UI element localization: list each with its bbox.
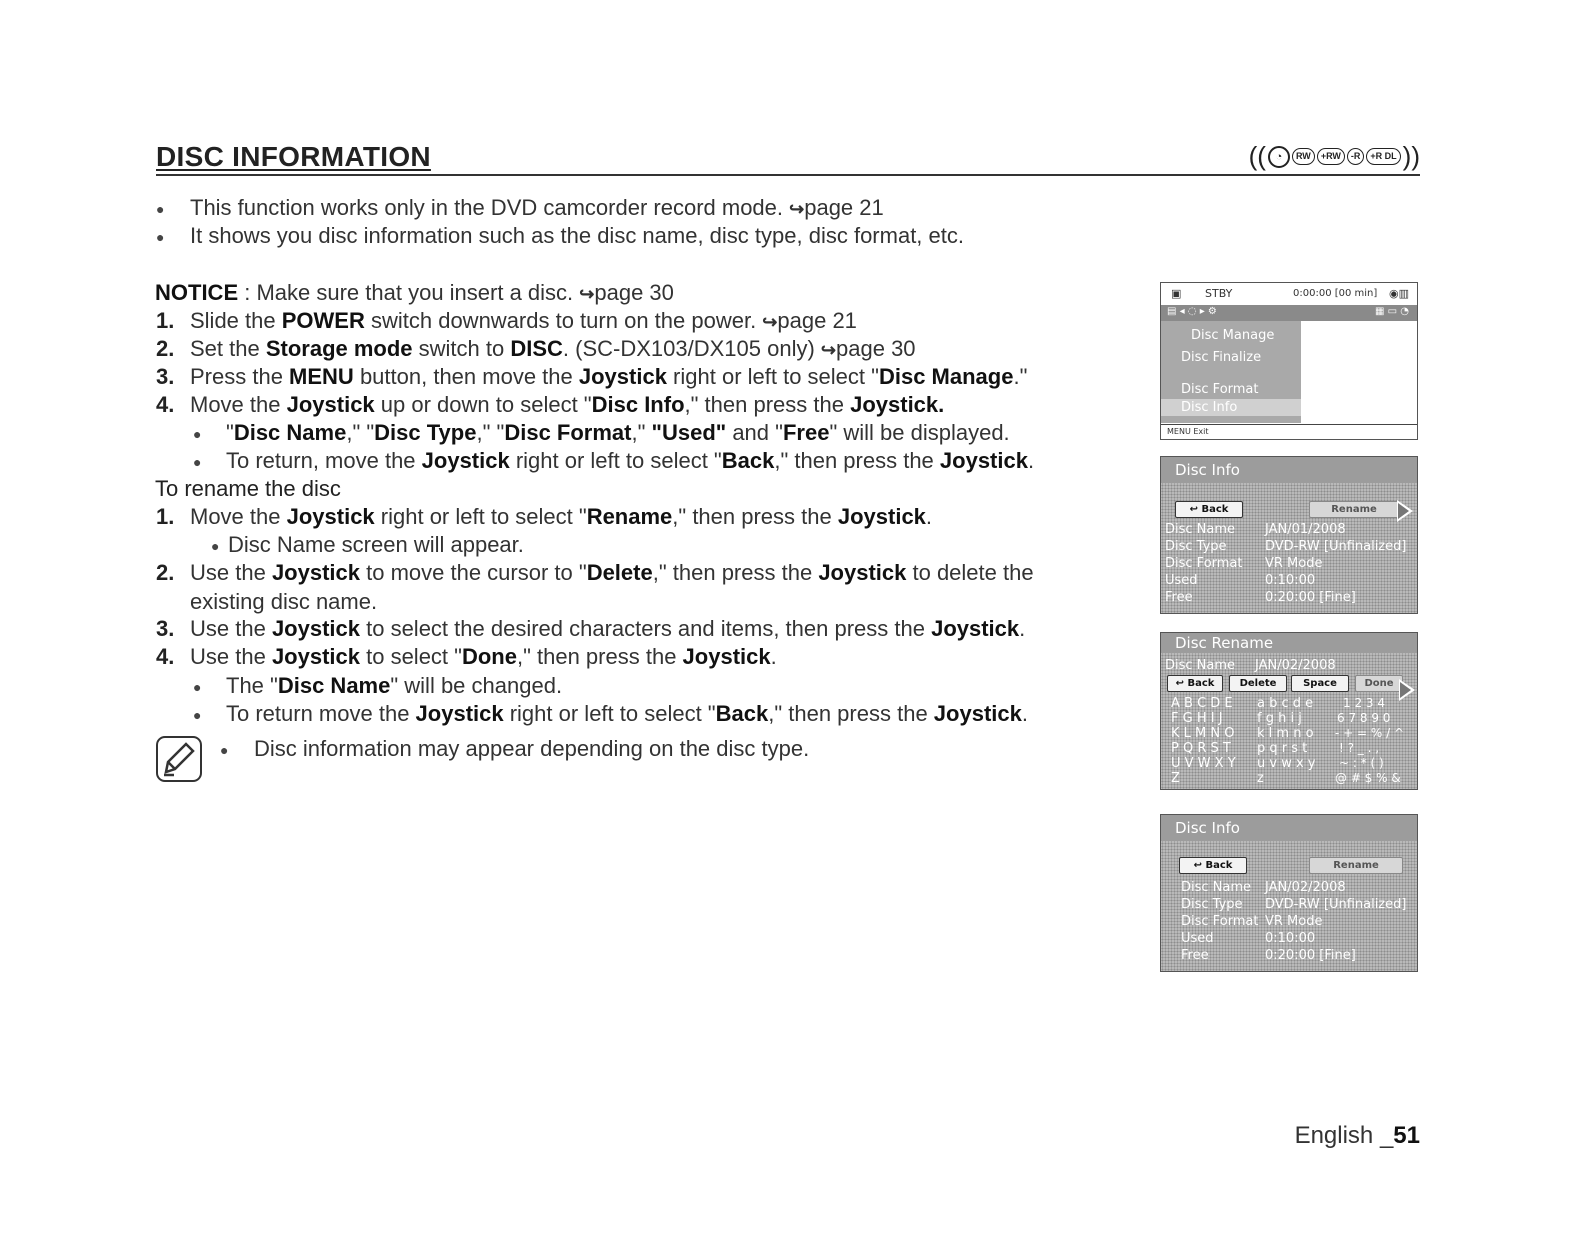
arrow-icon: ↪ xyxy=(789,199,805,219)
status-text: STBY xyxy=(1205,287,1233,300)
step-4-bullet-1: "Disc Name," "Disc Type," "Disc Format," "Used" and "Free" will be displayed. xyxy=(226,420,1010,445)
step-4-bullet-2: To return, move the Joystick right or left to select "Back," then press the Joystick. xyxy=(226,448,1035,473)
bullet-icon: ● xyxy=(220,742,229,758)
char-row-upper[interactable]: Z xyxy=(1171,771,1180,786)
info-value: JAN/01/2008 xyxy=(1265,522,1346,537)
step-number: 4. xyxy=(156,392,175,417)
bullet-icon: ● xyxy=(193,426,202,442)
info-value: 0:10:00 xyxy=(1265,931,1316,946)
step-number: 1. xyxy=(156,308,175,333)
menu-exit-hint: MENU Exit xyxy=(1161,424,1417,439)
bullet-icon: ● xyxy=(211,538,220,554)
char-row-upper[interactable]: K L M N O xyxy=(1171,726,1235,741)
rename-step-1: Move the Joystick right or left to select "Rename," then press the Joystick. xyxy=(190,504,933,529)
step-3: Press the MENU button, then move the Joystick right or left to select "Disc Manage." xyxy=(190,364,1028,389)
info-label: Used xyxy=(1181,931,1214,946)
info-label: Disc Type xyxy=(1181,897,1243,912)
back-button[interactable]: ↩ Back xyxy=(1175,501,1243,518)
rename-step-2: Use the Joystick to move the cursor to "Delete," then press the Joystick to delete the xyxy=(190,560,1034,585)
disc-name-label: Disc Name xyxy=(1165,658,1236,673)
disc-info-renamed-screen xyxy=(1160,814,1418,972)
info-value: 0:20:00 [Fine] xyxy=(1265,948,1356,963)
info-value: 0:10:00 xyxy=(1265,573,1316,588)
info-label: Disc Type xyxy=(1165,539,1227,554)
arrow-icon: ↪ xyxy=(762,312,778,332)
step-number: 3. xyxy=(156,364,175,389)
menu-tab-icons: ▤ ◂ ◌ ▸ ⚙ xyxy=(1167,306,1217,317)
char-row-lower[interactable]: u v w x y xyxy=(1257,756,1316,771)
disc-name-value[interactable]: JAN/02/2008 xyxy=(1255,658,1336,673)
char-row-lower[interactable]: f g h i j xyxy=(1257,711,1302,726)
info-label: Disc Format xyxy=(1181,914,1259,929)
info-value: JAN/02/2008 xyxy=(1265,880,1346,895)
step-4: Move the Joystick up or down to select "Disc Info," then press the Joystick. xyxy=(190,392,945,417)
done-button[interactable]: Done xyxy=(1355,675,1403,692)
rename-step-1-bullet: Disc Name screen will appear. xyxy=(228,532,524,557)
status-bar xyxy=(1161,283,1417,305)
info-label: Used xyxy=(1165,573,1198,588)
char-row-upper[interactable]: U V W X Y xyxy=(1171,756,1236,771)
menu-item-disc-finalize[interactable]: Disc Finalize xyxy=(1181,350,1262,365)
info-value: VR Mode xyxy=(1265,556,1323,571)
menu-item-disc-manage[interactable]: Disc Manage xyxy=(1191,328,1275,343)
page-title: DISC INFORMATION xyxy=(156,141,431,172)
dvd-plus-r-dl-icon: +R DL xyxy=(1366,148,1400,165)
step-number: 2. xyxy=(156,560,175,585)
rename-button[interactable]: Rename xyxy=(1309,857,1403,874)
info-label: Free xyxy=(1165,590,1193,605)
rename-step-4: Use the Joystick to select "Done," then press the Joystick. xyxy=(190,644,777,669)
menu-item-disc-info[interactable]: Disc Info xyxy=(1161,399,1301,416)
disc-manage-menu xyxy=(1161,321,1301,423)
cursor-arrow-icon xyxy=(1399,679,1415,701)
screen-title: Disc Info xyxy=(1161,457,1417,483)
cursor-arrow-icon xyxy=(1397,500,1413,522)
camera-icon: ▣ xyxy=(1171,287,1182,300)
rename-step-3: Use the Joystick to select the desired characters and items, then press the Joystick. xyxy=(190,616,1026,641)
step-number: 1. xyxy=(156,504,175,529)
menu-item-disc-format[interactable]: Disc Format xyxy=(1181,382,1259,397)
mode-icons: (( ◔ RW +RW -R +R DL )) xyxy=(1248,141,1420,171)
note-icon xyxy=(156,736,202,782)
info-value: 0:20:00 [Fine] xyxy=(1265,590,1356,605)
disc-info-screen xyxy=(1160,456,1418,614)
char-row-symbols[interactable]: 1 2 3 4 xyxy=(1343,696,1385,710)
info-value: DVD-RW [Unfinalized] xyxy=(1265,897,1407,912)
screen-title: Disc Rename xyxy=(1161,633,1417,653)
step-2: Set the Storage mode switch to DISC. (SC-DX103/DX105 only) ↪page 30 xyxy=(190,336,916,361)
char-row-lower[interactable]: k l m n o xyxy=(1257,726,1314,741)
disc-rename-screen xyxy=(1160,632,1418,790)
step-1: Slide the POWER switch downwards to turn on the power. ↪page 21 xyxy=(190,308,857,333)
info-label: Disc Format xyxy=(1165,556,1243,571)
counter-text: 0:00:00 [00 min] xyxy=(1293,288,1378,299)
menu-tab-icons-right: ▦ ▭ ◔ xyxy=(1375,306,1409,317)
bullet-icon: ● xyxy=(156,229,165,245)
char-row-upper[interactable]: P Q R S T xyxy=(1171,741,1231,756)
char-row-lower[interactable]: z xyxy=(1257,771,1264,786)
note-text: Disc information may appear depending on the disc type. xyxy=(254,736,810,761)
page-number: 51 xyxy=(1393,1122,1420,1149)
disc-icon: ◉▥ xyxy=(1389,287,1409,300)
page-footer xyxy=(1295,1122,1420,1150)
info-label: Disc Name xyxy=(1165,522,1236,537)
delete-button[interactable]: Delete xyxy=(1229,675,1287,692)
menu-screen xyxy=(1160,282,1418,440)
char-row-symbols[interactable]: ~ : * ( ) xyxy=(1339,756,1384,770)
bullet-icon: ● xyxy=(193,454,202,470)
rename-button[interactable]: Rename xyxy=(1309,501,1399,518)
char-row-lower[interactable]: p q r s t xyxy=(1257,741,1308,756)
notice-line: NOTICE : Make sure that you insert a disc. ↪page 30 xyxy=(155,280,674,305)
rename-step-4-bullet-2: To return move the Joystick right or left to select "Back," then press the Joystick. xyxy=(226,701,1028,726)
page-header xyxy=(156,138,1420,176)
step-number: 3. xyxy=(156,616,175,641)
rename-step-4-bullet-1: The "Disc Name" will be changed. xyxy=(226,673,563,698)
intro-line-1: This function works only in the DVD camcorder record mode. ↪page 21 xyxy=(190,195,884,220)
bullet-icon: ● xyxy=(193,679,202,695)
char-row-upper[interactable]: A B C D E xyxy=(1171,696,1233,711)
char-row-symbols[interactable]: 6 7 8 9 0 xyxy=(1337,711,1391,725)
step-number: 4. xyxy=(156,644,175,669)
back-button[interactable]: ↩ Back xyxy=(1167,675,1223,692)
info-label: Free xyxy=(1181,948,1209,963)
dvd-r-icon: -R xyxy=(1347,148,1365,165)
menu-icon-bar xyxy=(1161,305,1417,321)
bullet-icon: ● xyxy=(156,201,165,217)
rename-heading: To rename the disc xyxy=(155,476,341,501)
intro-line-2: It shows you disc information such as the disc name, disc type, disc format, etc. xyxy=(190,223,964,248)
arrow-icon: ↪ xyxy=(579,284,595,304)
char-row-symbols[interactable]: ! ? _ . , xyxy=(1339,741,1380,755)
rename-step-2-continued: existing disc name. xyxy=(190,589,378,614)
screen-title: Disc Info xyxy=(1161,815,1417,841)
char-row-symbols[interactable]: - + = % / ^ xyxy=(1335,726,1405,740)
char-row-lower[interactable]: a b c d e xyxy=(1257,696,1314,711)
space-button[interactable]: Space xyxy=(1291,675,1349,692)
back-button[interactable]: ↩ Back xyxy=(1179,857,1247,874)
step-number: 2. xyxy=(156,336,175,361)
arrow-icon: ↪ xyxy=(820,340,837,360)
info-value: DVD-RW [Unfinalized] xyxy=(1265,539,1407,554)
bullet-icon: ● xyxy=(193,707,202,723)
char-row-upper[interactable]: F G H I J xyxy=(1171,711,1223,726)
dvd-rw-icon: RW xyxy=(1292,148,1315,165)
footer-language: English _ xyxy=(1294,1122,1394,1149)
char-row-symbols[interactable]: @ # $ % & xyxy=(1335,771,1401,785)
info-label: Disc Name xyxy=(1181,880,1252,895)
dvd-mode-icon: ◔ xyxy=(1268,146,1290,168)
dvd-plus-rw-icon: +RW xyxy=(1317,148,1345,165)
info-value: VR Mode xyxy=(1265,914,1323,929)
